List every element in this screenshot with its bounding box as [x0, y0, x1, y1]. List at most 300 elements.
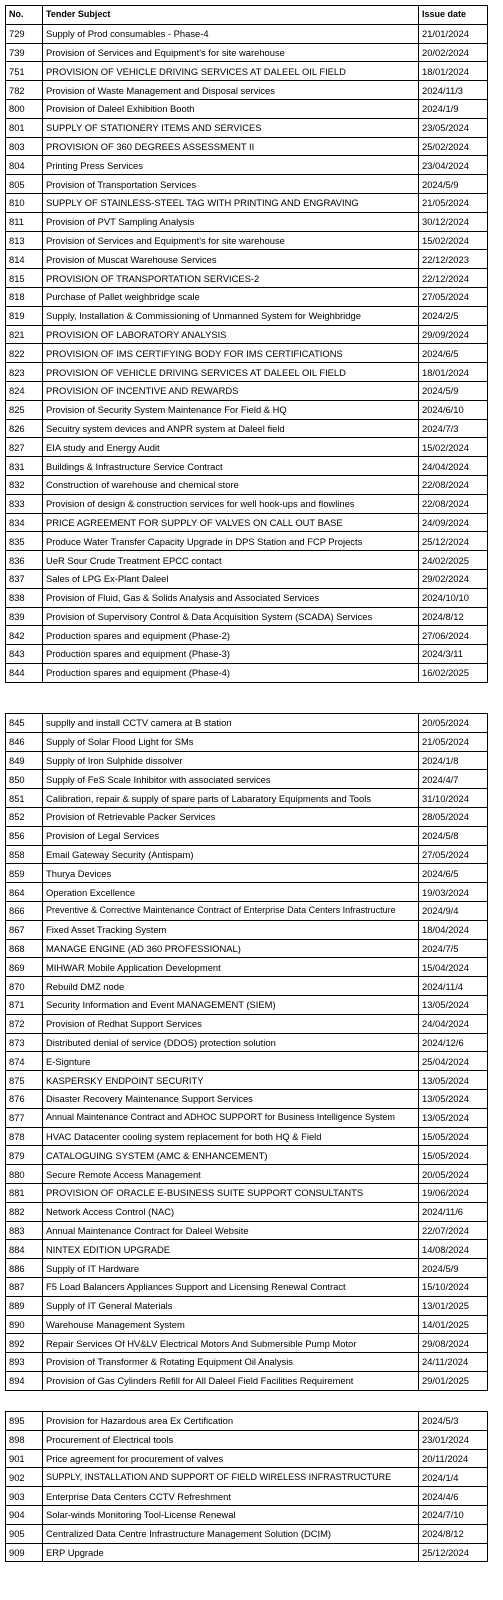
- cell-subject: PROVISION OF INCENTIVE AND REWARDS: [43, 381, 419, 400]
- cell-no: 890: [6, 1315, 43, 1334]
- table-row: [6, 1127, 488, 1146]
- cell-date: 2024/4/7: [419, 770, 488, 789]
- cell-no: 873: [6, 1033, 43, 1052]
- cell-subject: Secure Remote Access Management: [43, 1165, 419, 1184]
- cell-date: 13/05/2024: [419, 1071, 488, 1090]
- table-row: [6, 250, 488, 269]
- cell-subject: Provision of Supervisory Control & Data Acquisition System (SCADA) Services: [43, 607, 419, 626]
- cell-no: 874: [6, 1052, 43, 1071]
- table-row: [6, 826, 488, 845]
- cell-subject: Provision of Transformer & Rotating Equipment Oil Analysis: [43, 1353, 419, 1372]
- cell-subject: Price agreement for procurement of valves: [43, 1449, 419, 1468]
- table-row: [6, 1277, 488, 1296]
- cell-no: 845: [6, 714, 43, 733]
- cell-no: 859: [6, 864, 43, 883]
- cell-no: 876: [6, 1089, 43, 1108]
- cell-subject: Provision of PVT Sampling Analysis: [43, 212, 419, 231]
- cell-subject: Rebuild DMZ node: [43, 977, 419, 996]
- cell-date: 2024/9/4: [419, 901, 488, 920]
- header-no: No.: [6, 6, 43, 25]
- table-row: [6, 845, 488, 864]
- cell-subject: Production spares and equipment (Phase-4): [43, 663, 419, 682]
- cell-no: 871: [6, 995, 43, 1014]
- cell-no: 851: [6, 789, 43, 808]
- cell-no: 849: [6, 751, 43, 770]
- cell-no: 887: [6, 1277, 43, 1296]
- table-row: [6, 193, 488, 212]
- cell-date: 2024/1/9: [419, 99, 488, 118]
- cell-date: 24/11/2024: [419, 1353, 488, 1372]
- cell-subject: Fixed Asset Tracking System: [43, 920, 419, 939]
- table-row: [6, 1430, 488, 1449]
- cell-no: 852: [6, 807, 43, 826]
- cell-no: 832: [6, 475, 43, 494]
- cell-no: 878: [6, 1127, 43, 1146]
- cell-no: 881: [6, 1183, 43, 1202]
- table-row: [6, 770, 488, 789]
- cell-date: 2024/6/5: [419, 344, 488, 363]
- cell-date: 21/01/2024: [419, 24, 488, 43]
- table-row: [6, 901, 488, 920]
- table-row: [6, 1240, 488, 1259]
- cell-subject: Printing Press Services: [43, 156, 419, 175]
- cell-no: 875: [6, 1071, 43, 1090]
- cell-subject: Supply of Prod consumables - Phase-4: [43, 24, 419, 43]
- cell-date: 2024/5/8: [419, 826, 488, 845]
- cell-subject: Sales of LPG Ex-Plant Daleel: [43, 569, 419, 588]
- cell-no: 850: [6, 770, 43, 789]
- table-row: [6, 212, 488, 231]
- cell-date: 24/09/2024: [419, 513, 488, 532]
- cell-subject: KASPERSKY ENDPOINT SECURITY: [43, 1071, 419, 1090]
- cell-subject: Procurement of Electrical tools: [43, 1430, 419, 1449]
- cell-no: 879: [6, 1146, 43, 1165]
- cell-no: 823: [6, 363, 43, 382]
- cell-date: 22/07/2024: [419, 1221, 488, 1240]
- cell-subject: Distributed denial of service (DDOS) protection solution: [43, 1033, 419, 1052]
- table-row: [6, 1108, 488, 1127]
- table-row: [6, 231, 488, 250]
- cell-date: 2024/3/11: [419, 645, 488, 664]
- table-row: [6, 1315, 488, 1334]
- cell-subject: HVAC Datacenter cooling system replacement for both HQ & Field: [43, 1127, 419, 1146]
- table-row: [6, 175, 488, 194]
- cell-date: 2024/2/5: [419, 306, 488, 325]
- cell-subject: F5 Load Balancers Appliances Support and Licensing Renewal Contract: [43, 1277, 419, 1296]
- cell-subject: PROVISION OF ORACLE E-BUSINESS SUITE SUPPORT CONSULTANTS: [43, 1183, 419, 1202]
- cell-subject: Provision of Services and Equipment's for site warehouse: [43, 43, 419, 62]
- cell-subject: Email Gateway Security (Antispam): [43, 845, 419, 864]
- cell-subject: Repair Services Of HV&LV Electrical Motors And Submersible Pump Motor: [43, 1334, 419, 1353]
- cell-date: 2024/5/9: [419, 1259, 488, 1278]
- cell-date: 30/12/2024: [419, 212, 488, 231]
- cell-date: 2024/7/3: [419, 419, 488, 438]
- cell-no: 898: [6, 1430, 43, 1449]
- cell-no: 870: [6, 977, 43, 996]
- table-row: [6, 977, 488, 996]
- table-row: [6, 137, 488, 156]
- cell-subject: PRICE AGREEMENT FOR SUPPLY OF VALVES ON CALL OUT BASE: [43, 513, 419, 532]
- cell-no: 729: [6, 24, 43, 43]
- table-row: [6, 1183, 488, 1202]
- table-row: [6, 588, 488, 607]
- table-row: [6, 626, 488, 645]
- table-row: [6, 1259, 488, 1278]
- cell-subject: ERP Upgrade: [43, 1543, 419, 1562]
- cell-subject: Solar-winds Monitoring Tool-License Renewal: [43, 1505, 419, 1524]
- cell-subject: Supply of FeS Scale Inhibitor with associated services: [43, 770, 419, 789]
- cell-date: 18/04/2024: [419, 920, 488, 939]
- cell-date: 25/12/2024: [419, 532, 488, 551]
- cell-date: 13/05/2024: [419, 1089, 488, 1108]
- cell-no: 903: [6, 1487, 43, 1506]
- cell-subject: PROVISION OF VEHICLE DRIVING SERVICES AT DALEEL OIL FIELD: [43, 62, 419, 81]
- cell-subject: Supply of IT Hardware: [43, 1259, 419, 1278]
- cell-subject: Produce Water Transfer Capacity Upgrade in DPS Station and FCP Projects: [43, 532, 419, 551]
- table-row: [6, 81, 488, 100]
- cell-no: 846: [6, 732, 43, 751]
- cell-date: 15/10/2024: [419, 1277, 488, 1296]
- cell-no: 822: [6, 344, 43, 363]
- tender-table-1: [5, 5, 488, 683]
- cell-date: 14/01/2025: [419, 1315, 488, 1334]
- cell-date: 28/05/2024: [419, 807, 488, 826]
- table-row: [6, 751, 488, 770]
- cell-no: 813: [6, 231, 43, 250]
- cell-no: 821: [6, 325, 43, 344]
- cell-subject: EIA study and Energy Audit: [43, 438, 419, 457]
- cell-date: 13/01/2025: [419, 1296, 488, 1315]
- cell-no: 827: [6, 438, 43, 457]
- cell-no: 904: [6, 1505, 43, 1524]
- table-row: [6, 883, 488, 902]
- table-row: [6, 438, 488, 457]
- cell-date: 18/01/2024: [419, 363, 488, 382]
- cell-subject: Provision of Security System Maintenance For Field & HQ: [43, 400, 419, 419]
- table-row: [6, 156, 488, 175]
- cell-date: 2024/11/3: [419, 81, 488, 100]
- cell-date: 27/06/2024: [419, 626, 488, 645]
- table-row: [6, 1334, 488, 1353]
- table-row: [6, 1033, 488, 1052]
- table-row: [6, 344, 488, 363]
- cell-subject: Supply of Solar Flood Light for SMs: [43, 732, 419, 751]
- cell-subject: Calibration, repair & supply of spare parts of Labaratory Equipments and Tools: [43, 789, 419, 808]
- cell-date: 21/05/2024: [419, 732, 488, 751]
- cell-date: 13/05/2024: [419, 1108, 488, 1127]
- table-row: [6, 400, 488, 419]
- cell-no: 825: [6, 400, 43, 419]
- cell-subject: PROVISION OF 360 DEGREES ASSESSMENT II: [43, 137, 419, 156]
- cell-date: 20/05/2024: [419, 1165, 488, 1184]
- cell-no: 824: [6, 381, 43, 400]
- cell-subject: SUPPLY OF STAINLESS-STEEL TAG WITH PRINTING AND ENGRAVING: [43, 193, 419, 212]
- cell-date: 25/02/2024: [419, 137, 488, 156]
- cell-no: 893: [6, 1353, 43, 1372]
- cell-no: 864: [6, 883, 43, 902]
- table-row: [6, 99, 488, 118]
- table-row: [6, 419, 488, 438]
- table-row: [6, 732, 488, 751]
- cell-no: 886: [6, 1259, 43, 1278]
- cell-no: 842: [6, 626, 43, 645]
- header-subject: Tender Subject: [43, 6, 419, 25]
- cell-subject: SUPPLY OF STATIONERY ITEMS AND SERVICES: [43, 118, 419, 137]
- cell-no: 831: [6, 457, 43, 476]
- table-row: [6, 269, 488, 288]
- cell-date: 2024/11/6: [419, 1202, 488, 1221]
- cell-date: 27/05/2024: [419, 845, 488, 864]
- table-row: [6, 1202, 488, 1221]
- cell-date: 2024/5/3: [419, 1412, 488, 1431]
- table-row: [6, 995, 488, 1014]
- table-row: [6, 1071, 488, 1090]
- cell-subject: E-Signture: [43, 1052, 419, 1071]
- cell-no: 909: [6, 1543, 43, 1562]
- cell-subject: Secuitry system devices and ANPR system at Daleel field: [43, 419, 419, 438]
- table-row: [6, 1296, 488, 1315]
- cell-no: 833: [6, 494, 43, 513]
- table-row: [6, 714, 488, 733]
- table-row: [6, 1221, 488, 1240]
- cell-date: 2024/5/9: [419, 381, 488, 400]
- table-row: [6, 62, 488, 81]
- cell-no: 867: [6, 920, 43, 939]
- table-row: [6, 807, 488, 826]
- cell-no: 882: [6, 1202, 43, 1221]
- cell-date: 15/02/2024: [419, 438, 488, 457]
- cell-subject: NINTEX EDITION UPGRADE: [43, 1240, 419, 1259]
- cell-date: 20/11/2024: [419, 1449, 488, 1468]
- cell-subject: PROVISION OF TRANSPORTATION SERVICES-2: [43, 269, 419, 288]
- cell-subject: CATALOGUING SYSTEM (AMC & ENHANCEMENT): [43, 1146, 419, 1165]
- cell-no: 804: [6, 156, 43, 175]
- cell-no: 894: [6, 1371, 43, 1390]
- cell-subject: Buildings & Infrastructure Service Contract: [43, 457, 419, 476]
- table-row: [6, 532, 488, 551]
- cell-no: 836: [6, 551, 43, 570]
- table-row: [6, 325, 488, 344]
- cell-subject: SUPPLY, INSTALLATION AND SUPPORT OF FIELD WIRELESS INFRASTRUCTURE: [43, 1468, 419, 1487]
- table-row: [6, 363, 488, 382]
- cell-date: 18/01/2024: [419, 62, 488, 81]
- table-row: [6, 287, 488, 306]
- cell-no: 901: [6, 1449, 43, 1468]
- cell-date: 25/12/2024: [419, 1543, 488, 1562]
- cell-subject: Provision of Waste Management and Disposal services: [43, 81, 419, 100]
- table-header-row: [6, 6, 488, 25]
- table-row: [6, 920, 488, 939]
- cell-date: 25/04/2024: [419, 1052, 488, 1071]
- table-row: [6, 607, 488, 626]
- cell-no: 835: [6, 532, 43, 551]
- cell-subject: supplly and install CCTV camera at B station: [43, 714, 419, 733]
- cell-subject: Purchase of Pallet weighbridge scale: [43, 287, 419, 306]
- cell-subject: PROVISION OF IMS CERTIFYING BODY FOR IMS CERTIFICATIONS: [43, 344, 419, 363]
- cell-date: 2024/4/6: [419, 1487, 488, 1506]
- cell-no: 782: [6, 81, 43, 100]
- table-row: [6, 1449, 488, 1468]
- tender-table-3: [5, 1411, 488, 1562]
- cell-no: 801: [6, 118, 43, 137]
- cell-subject: Supply of IT General Materials: [43, 1296, 419, 1315]
- cell-date: 19/06/2024: [419, 1183, 488, 1202]
- cell-date: 13/05/2024: [419, 995, 488, 1014]
- cell-no: 844: [6, 663, 43, 682]
- cell-subject: PROVISION OF VEHICLE DRIVING SERVICES AT DALEEL OIL FIELD: [43, 363, 419, 382]
- table-row: [6, 551, 488, 570]
- cell-subject: Provision of Muscat Warehouse Services: [43, 250, 419, 269]
- table-row: [6, 789, 488, 808]
- table-row: [6, 1524, 488, 1543]
- cell-no: 739: [6, 43, 43, 62]
- cell-date: 16/02/2025: [419, 663, 488, 682]
- cell-no: 895: [6, 1412, 43, 1431]
- table-row: [6, 1165, 488, 1184]
- table-row: [6, 1371, 488, 1390]
- table-row: [6, 513, 488, 532]
- cell-no: 811: [6, 212, 43, 231]
- cell-subject: Operation Excellence: [43, 883, 419, 902]
- table-row: [6, 1543, 488, 1562]
- cell-no: 810: [6, 193, 43, 212]
- cell-no: 880: [6, 1165, 43, 1184]
- cell-date: 29/01/2025: [419, 1371, 488, 1390]
- cell-subject: Annual Maintenance Contract for Daleel Website: [43, 1221, 419, 1240]
- cell-no: 839: [6, 607, 43, 626]
- table-row: [6, 24, 488, 43]
- cell-date: 2024/7/10: [419, 1505, 488, 1524]
- cell-no: 868: [6, 939, 43, 958]
- cell-subject: Network Access Control (NAC): [43, 1202, 419, 1221]
- cell-date: 24/02/2025: [419, 551, 488, 570]
- cell-subject: Supply, Installation & Commissioning of Unmanned System for Weighbridge: [43, 306, 419, 325]
- cell-date: 15/04/2024: [419, 958, 488, 977]
- cell-subject: Provision of Fluid, Gas & Solids Analysis and Associated Services: [43, 588, 419, 607]
- cell-date: 2024/11/4: [419, 977, 488, 996]
- table-row: [6, 1412, 488, 1431]
- cell-subject: Provision of Daleel Exhibition Booth: [43, 99, 419, 118]
- cell-subject: Preventive & Corrective Maintenance Contract of Enterprise Data Centers Infrastructure: [43, 901, 419, 920]
- cell-date: 2024/6/5: [419, 864, 488, 883]
- cell-date: 2024/8/12: [419, 1524, 488, 1543]
- cell-subject: Production spares and equipment (Phase-3): [43, 645, 419, 664]
- cell-date: 24/04/2024: [419, 1014, 488, 1033]
- cell-no: 892: [6, 1334, 43, 1353]
- cell-date: 2024/1/4: [419, 1468, 488, 1487]
- cell-date: 23/05/2024: [419, 118, 488, 137]
- cell-subject: Provision of Gas Cylinders Refill for All Daleel Field Facilities Requirement: [43, 1371, 419, 1390]
- cell-subject: Construction of warehouse and chemical store: [43, 475, 419, 494]
- tender-table-2: [5, 713, 488, 1391]
- cell-subject: Provision of design & construction services for well hook-ups and flowlines: [43, 494, 419, 513]
- cell-date: 2024/7/5: [419, 939, 488, 958]
- cell-subject: Centralized Data Centre Infrastructure Management Solution (DCIM): [43, 1524, 419, 1543]
- cell-date: 24/04/2024: [419, 457, 488, 476]
- table-row: [6, 494, 488, 513]
- cell-subject: Provision of Redhat Support Services: [43, 1014, 419, 1033]
- cell-subject: Disaster Recovery Maintenance Support Services: [43, 1089, 419, 1108]
- table-row: [6, 645, 488, 664]
- table-row: [6, 663, 488, 682]
- cell-date: 20/02/2024: [419, 43, 488, 62]
- cell-date: 23/04/2024: [419, 156, 488, 175]
- cell-no: 838: [6, 588, 43, 607]
- cell-no: 866: [6, 901, 43, 920]
- cell-subject: Annual Maintenance Contract and ADHOC SUPPORT for Business Intelligence System: [43, 1108, 419, 1127]
- cell-no: 869: [6, 958, 43, 977]
- cell-no: 858: [6, 845, 43, 864]
- cell-date: 2024/5/9: [419, 175, 488, 194]
- cell-date: 2024/10/10: [419, 588, 488, 607]
- cell-date: 23/01/2024: [419, 1430, 488, 1449]
- cell-no: 751: [6, 62, 43, 81]
- cell-no: 815: [6, 269, 43, 288]
- cell-date: 22/08/2024: [419, 475, 488, 494]
- cell-date: 29/09/2024: [419, 325, 488, 344]
- cell-date: 2024/8/12: [419, 607, 488, 626]
- header-date: Issue date: [419, 6, 488, 25]
- table-row: [6, 457, 488, 476]
- cell-no: 818: [6, 287, 43, 306]
- table-row: [6, 1089, 488, 1108]
- cell-subject: Security Information and Event MANAGEMENT (SIEM): [43, 995, 419, 1014]
- cell-subject: MIHWAR Mobile Application Development: [43, 958, 419, 977]
- cell-no: 905: [6, 1524, 43, 1543]
- cell-subject: PROVISION OF LABORATORY ANALYSIS: [43, 325, 419, 344]
- cell-no: 883: [6, 1221, 43, 1240]
- cell-date: 15/02/2024: [419, 231, 488, 250]
- cell-date: 15/05/2024: [419, 1146, 488, 1165]
- cell-no: 837: [6, 569, 43, 588]
- table-row: [6, 118, 488, 137]
- cell-no: 902: [6, 1468, 43, 1487]
- cell-no: 872: [6, 1014, 43, 1033]
- cell-no: 834: [6, 513, 43, 532]
- cell-no: 800: [6, 99, 43, 118]
- cell-subject: Thurya Devices: [43, 864, 419, 883]
- cell-no: 843: [6, 645, 43, 664]
- cell-subject: Supply of Iron Sulphide dissolver: [43, 751, 419, 770]
- table-row: [6, 43, 488, 62]
- cell-date: 2024/6/10: [419, 400, 488, 419]
- cell-no: 826: [6, 419, 43, 438]
- cell-date: 29/02/2024: [419, 569, 488, 588]
- cell-date: 14/08/2024: [419, 1240, 488, 1259]
- table-row: [6, 306, 488, 325]
- cell-subject: Enterprise Data Centers CCTV Refreshment: [43, 1487, 419, 1506]
- table-row: [6, 939, 488, 958]
- table-row: [6, 569, 488, 588]
- table-row: [6, 958, 488, 977]
- cell-no: 803: [6, 137, 43, 156]
- cell-no: 814: [6, 250, 43, 269]
- cell-subject: MANAGE ENGINE (AD 360 PROFESSIONAL): [43, 939, 419, 958]
- cell-no: 805: [6, 175, 43, 194]
- table-row: [6, 864, 488, 883]
- cell-subject: Production spares and equipment (Phase-2): [43, 626, 419, 645]
- cell-no: 819: [6, 306, 43, 325]
- cell-date: 2024/1/8: [419, 751, 488, 770]
- table-row: [6, 475, 488, 494]
- cell-date: 15/05/2024: [419, 1127, 488, 1146]
- cell-date: 22/12/2023: [419, 250, 488, 269]
- table-row: [6, 1353, 488, 1372]
- cell-subject: Provision of Retrievable Packer Services: [43, 807, 419, 826]
- cell-date: 20/05/2024: [419, 714, 488, 733]
- table-row: [6, 381, 488, 400]
- cell-no: 884: [6, 1240, 43, 1259]
